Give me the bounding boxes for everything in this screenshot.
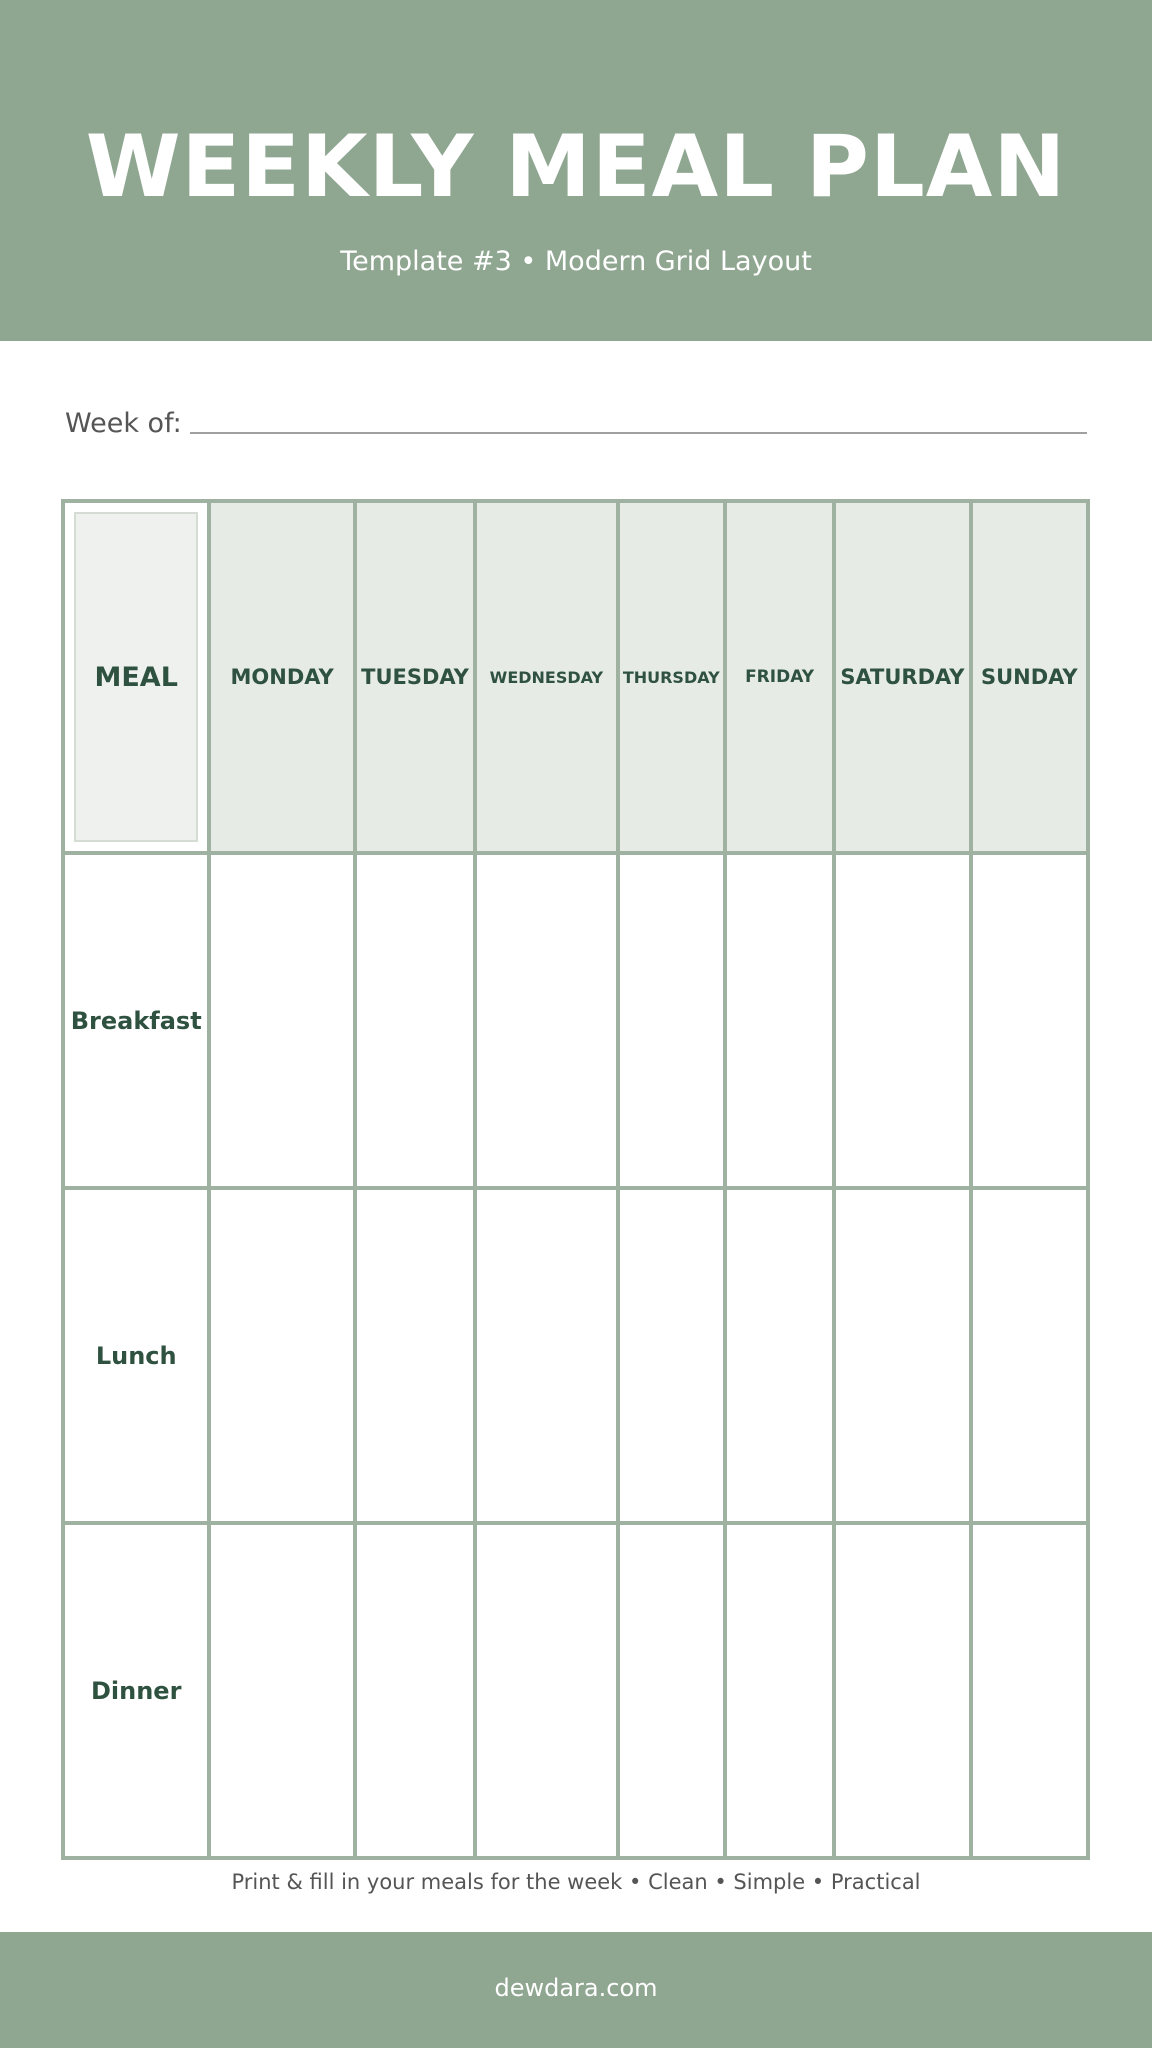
breakfast-wednesday-cell[interactable] xyxy=(475,853,617,1188)
breakfast-monday-cell[interactable] xyxy=(209,853,354,1188)
dinner-tuesday-cell[interactable] xyxy=(355,1523,475,1858)
week-of-write-line[interactable] xyxy=(190,432,1087,434)
lunch-saturday-cell[interactable] xyxy=(834,1188,970,1523)
lunch-wednesday-cell[interactable] xyxy=(475,1188,617,1523)
week-of-label: Week of: xyxy=(65,408,182,439)
page-subtitle: Template #3 • Modern Grid Layout xyxy=(340,246,812,277)
lunch-tuesday-cell[interactable] xyxy=(355,1188,475,1523)
breakfast-sunday-cell[interactable] xyxy=(971,853,1088,1188)
dinner-friday-cell[interactable] xyxy=(725,1523,834,1858)
page-title: WEEKLY MEAL PLAN xyxy=(85,117,1067,217)
footer-site-link[interactable]: dewdara.com xyxy=(494,1974,658,2002)
day-header-tuesday: TUESDAY xyxy=(355,501,475,853)
dinner-thursday-cell[interactable] xyxy=(618,1523,725,1858)
day-header-wednesday: WEDNESDAY xyxy=(475,501,617,853)
day-header-monday: MONDAY xyxy=(209,501,354,853)
breakfast-thursday-cell[interactable] xyxy=(618,853,725,1188)
meal-label-lunch: Lunch xyxy=(63,1188,209,1523)
meal-label-dinner: Dinner xyxy=(63,1523,209,1858)
meal-column-header xyxy=(63,501,209,853)
meal-label-breakfast: Breakfast xyxy=(63,853,209,1188)
day-header-sunday: SUNDAY xyxy=(971,501,1088,853)
meal-grid xyxy=(61,499,1090,1860)
day-header-saturday: SATURDAY xyxy=(834,501,970,853)
breakfast-friday-cell[interactable] xyxy=(725,853,834,1188)
meal-column-label: MEAL xyxy=(74,512,198,842)
day-header-row xyxy=(63,501,1088,853)
dinner-saturday-cell[interactable] xyxy=(834,1523,970,1858)
dinner-sunday-cell[interactable] xyxy=(971,1523,1088,1858)
meal-row-dinner xyxy=(63,1523,1088,1858)
dinner-wednesday-cell[interactable] xyxy=(475,1523,617,1858)
day-header-thursday: THURSDAY xyxy=(618,501,725,853)
footer-banner xyxy=(0,1932,1152,2048)
lunch-monday-cell[interactable] xyxy=(209,1188,354,1523)
breakfast-saturday-cell[interactable] xyxy=(834,853,970,1188)
week-of-field[interactable] xyxy=(65,402,1087,448)
lunch-thursday-cell[interactable] xyxy=(618,1188,725,1523)
dinner-monday-cell[interactable] xyxy=(209,1523,354,1858)
lunch-sunday-cell[interactable] xyxy=(971,1188,1088,1523)
lunch-friday-cell[interactable] xyxy=(725,1188,834,1523)
tagline: Print & fill in your meals for the week • Clean • Simple • Practical xyxy=(231,1870,921,1894)
day-header-friday: FRIDAY xyxy=(725,501,834,853)
breakfast-tuesday-cell[interactable] xyxy=(355,853,475,1188)
header-banner xyxy=(0,0,1152,341)
meal-row-lunch xyxy=(63,1188,1088,1523)
meal-row-breakfast xyxy=(63,853,1088,1188)
